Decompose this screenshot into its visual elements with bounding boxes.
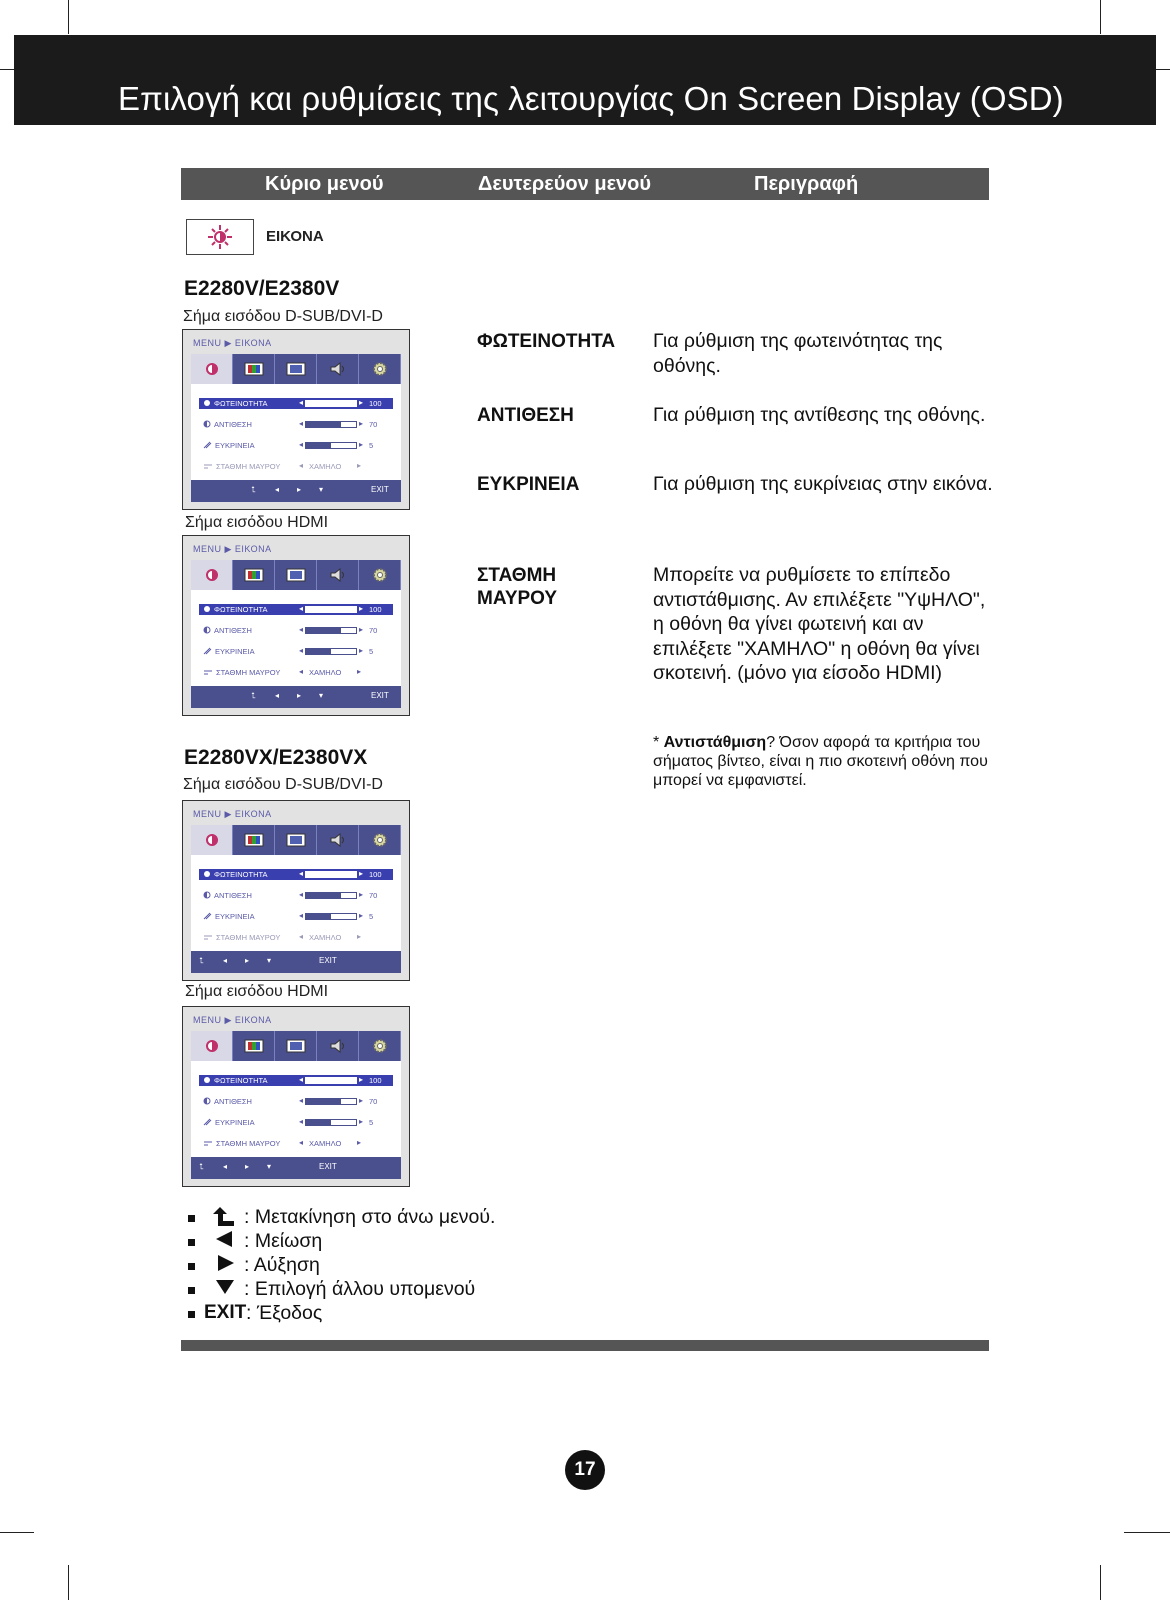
osd-row-value: 100 — [369, 870, 382, 879]
osd-tab-bar — [191, 354, 401, 384]
menu-label: ΕΙΚΟΝΑ — [266, 228, 324, 245]
osd-row-label — [203, 891, 252, 900]
osd-right-arrow: ▸ — [359, 1096, 364, 1105]
crop-mark — [68, 1565, 69, 1600]
display-icon — [286, 832, 306, 848]
osd-tab — [317, 1031, 359, 1061]
osd-row — [199, 667, 393, 678]
osd-row-text: ΑΝΤΙΘΕΣΗ — [214, 420, 252, 429]
signal-label: Σήμα εισόδου HDMI — [185, 983, 329, 1000]
bullet — [188, 1311, 195, 1318]
osd-left-arrow: ◂ — [299, 604, 304, 613]
sharpness-icon — [203, 912, 212, 920]
osd-right-icon: ▸ — [245, 956, 250, 965]
osd-up-icon: ⮤ — [251, 485, 256, 494]
color-icon — [244, 567, 264, 583]
osd-slider-fill — [306, 649, 331, 654]
osd-row — [199, 1096, 393, 1107]
osd-row — [199, 440, 393, 451]
osd-breadcrumb: MENU ▶ ΕΙΚΟΝΑ — [193, 1015, 272, 1025]
osd-exit: EXIT — [371, 691, 389, 700]
osd-slider — [305, 442, 357, 449]
osd-slider-fill — [306, 1099, 341, 1104]
osd-tab — [233, 825, 275, 855]
osd-row — [199, 1075, 393, 1086]
osd-left-arrow: ◂ — [299, 440, 304, 449]
osd-row-label — [203, 1076, 268, 1085]
osd-right-arrow: ▸ — [359, 869, 364, 878]
osd-row-label — [203, 933, 280, 942]
display-icon — [286, 1038, 306, 1054]
osd-up-icon: ⮤ — [199, 1162, 204, 1171]
osd-row-value: 5 — [369, 1118, 374, 1127]
osd-exit: EXIT — [319, 1162, 337, 1171]
osd-left-arrow: ◂ — [299, 625, 304, 634]
osd-row-text: ΕΥΚΡΙΝΕΙΑ — [215, 441, 255, 450]
osd-left-arrow: ◂ — [299, 1075, 304, 1084]
osd-right-arrow: ▸ — [359, 646, 364, 655]
right-triangle-icon — [208, 1252, 242, 1276]
contrast-icon — [203, 891, 211, 899]
osd-row-label — [203, 668, 280, 677]
osd-tab — [233, 1031, 275, 1061]
osd-row-text: ΑΝΤΙΘΕΣΗ — [214, 1097, 252, 1106]
settings-icon — [371, 831, 389, 849]
settings-icon — [371, 566, 389, 584]
osd-row-value: 70 — [369, 891, 378, 900]
osd-row-value: 70 — [369, 420, 378, 429]
term-brightness: ΦΩΤΕΙΝΟΤΗΤΑ — [477, 331, 616, 352]
osd-row-value: 100 — [369, 1076, 382, 1085]
osd-row — [199, 398, 393, 409]
osd-row-value: 5 — [369, 441, 374, 450]
signal-label: Σήμα εισόδου D-SUB/DVI-D — [183, 308, 383, 325]
osd-row-text: ΦΩΤΕΙΝΟΤΗΤΑ — [214, 1076, 268, 1085]
brightness-icon — [204, 361, 220, 377]
col-description: Περιγραφή — [754, 173, 859, 195]
osd-left-icon: ◂ — [223, 956, 228, 965]
osd-slider — [305, 606, 357, 613]
osd-row-label — [203, 626, 252, 635]
osd-right-arrow: ▸ — [359, 419, 364, 428]
term-sharpness: ΕΥΚΡΙΝΕΙΑ — [477, 474, 580, 495]
osd-tab — [275, 825, 317, 855]
osd-row-label — [203, 1097, 252, 1106]
settings-icon — [371, 360, 389, 378]
audio-icon — [329, 832, 347, 848]
black-level-icon — [203, 668, 213, 676]
osd-row-label — [203, 912, 255, 921]
signal-label: Σήμα εισόδου D-SUB/DVI-D — [183, 776, 383, 793]
osd-screenshot — [182, 1006, 410, 1187]
crop-mark — [1124, 1532, 1170, 1533]
osd-slider — [305, 421, 357, 428]
down-triangle-icon — [208, 1276, 242, 1300]
color-icon — [244, 1038, 264, 1054]
osd-screenshot — [182, 800, 410, 981]
black-level-icon — [203, 1139, 213, 1147]
osd-right-icon: ▸ — [297, 691, 302, 700]
desc-contrast: Για ρύθμιση της αντίθεσης της οθόνης. — [653, 404, 986, 426]
osd-row — [199, 890, 393, 901]
picture-menu-icon-box — [186, 219, 254, 255]
osd-row-label — [203, 441, 255, 450]
osd-right-arrow: ▸ — [359, 1075, 364, 1084]
bullet — [188, 1287, 195, 1294]
osd-row-label — [203, 870, 268, 879]
table-header — [181, 168, 989, 200]
bullet — [188, 1215, 195, 1222]
osd-tab — [359, 1031, 401, 1061]
osd-row — [199, 1138, 393, 1149]
osd-slider — [305, 1098, 357, 1105]
osd-slider — [305, 1077, 357, 1084]
black-level-icon — [203, 933, 213, 941]
osd-row-option: ΧΑΜΗΛΟ — [309, 462, 342, 471]
osd-row-label — [203, 462, 280, 471]
osd-left-arrow: ◂ — [299, 667, 304, 676]
page-number: 17 — [565, 1450, 605, 1490]
osd-tab — [359, 560, 401, 590]
osd-row-text: ΣΤΑΘΜΗ ΜΑΥΡΟΥ — [216, 933, 281, 942]
osd-tab — [191, 1031, 233, 1061]
desc-brightness: Για ρύθμιση της φωτεινότητας της οθόνης. — [653, 330, 943, 377]
legend-text: : Αύξηση — [244, 1254, 320, 1276]
osd-row-text: ΦΩΤΕΙΝΟΤΗΤΑ — [214, 605, 268, 614]
osd-right-arrow: ▸ — [359, 1117, 364, 1126]
osd-breadcrumb: MENU ▶ ΕΙΚΟΝΑ — [193, 338, 272, 348]
crop-mark — [1100, 0, 1101, 34]
desc-black-level: Μπορείτε να ρυθμίσετε το επίπεδο αντιστάθμισης. Αν επιλέξετε "ΥψΗΛΟ", η οθόνη θα γίνει φωτεινή και αν επιλέξετε "ΧΑΜΗΛΟ" η οθόνη θα γίνει σκοτεινή. (μόνο για είσοδο HDMI) — [653, 564, 986, 684]
osd-footer — [191, 1157, 401, 1179]
osd-slider-fill — [306, 1120, 331, 1125]
osd-slider — [305, 1119, 357, 1126]
osd-screenshot — [182, 535, 410, 716]
osd-right-arrow: ▸ — [357, 667, 362, 676]
col-sub-menu: Δευτερεύον μενού — [478, 173, 652, 195]
osd-footer — [191, 686, 401, 708]
osd-left-icon: ◂ — [223, 1162, 228, 1171]
osd-right-arrow: ▸ — [359, 398, 364, 407]
term-black-level: ΣΤΑΘΜΗ ΜΑΥΡΟΥ — [477, 565, 558, 609]
footnote-prefix: * — [653, 734, 664, 751]
osd-row-label — [203, 1118, 255, 1127]
contrast-icon — [203, 1097, 211, 1105]
footnote-text: ? Όσον αφορά τα κριτήρια του σήματος βίντεο, είναι η πιο σκοτεινή οθόνη που μπορεί να εμφανιστεί. — [653, 734, 988, 789]
osd-slider-fill — [306, 1078, 356, 1083]
crop-mark — [68, 0, 69, 34]
osd-tab — [275, 560, 317, 590]
osd-slider-fill — [306, 422, 341, 427]
color-icon — [244, 361, 264, 377]
brightness-icon — [203, 399, 211, 407]
desc-sharpness: Για ρύθμιση της ευκρίνειας στην εικόνα. — [653, 473, 993, 495]
brightness-icon — [186, 219, 254, 255]
osd-row-value: 70 — [369, 626, 378, 635]
term-contrast: ΑΝΤΙΘΕΣΗ — [477, 405, 574, 426]
osd-down-icon: ▾ — [319, 691, 324, 700]
osd-body — [191, 1061, 401, 1157]
osd-up-icon: ⮤ — [199, 956, 204, 965]
model-name: E2280VX/E2380VX — [184, 746, 368, 769]
legend-text: : Μείωση — [244, 1230, 323, 1252]
left-triangle-icon — [208, 1228, 242, 1252]
osd-slider-fill — [306, 893, 341, 898]
osd-row-label — [203, 647, 255, 656]
osd-row-label — [203, 420, 252, 429]
osd-slider-fill — [306, 443, 331, 448]
osd-right-arrow: ▸ — [357, 1138, 362, 1147]
osd-exit: EXIT — [319, 956, 337, 965]
brightness-icon — [204, 1038, 220, 1054]
osd-row-value: 5 — [369, 912, 374, 921]
osd-row-text: ΕΥΚΡΙΝΕΙΑ — [215, 1118, 255, 1127]
audio-icon — [329, 361, 347, 377]
osd-left-arrow: ◂ — [299, 419, 304, 428]
color-icon — [244, 832, 264, 848]
crop-mark — [1156, 69, 1170, 70]
osd-left-icon: ◂ — [275, 691, 280, 700]
brightness-icon — [203, 605, 211, 613]
osd-right-arrow: ▸ — [359, 440, 364, 449]
osd-left-arrow: ◂ — [299, 1096, 304, 1105]
osd-tab — [191, 825, 233, 855]
osd-right-arrow: ▸ — [359, 604, 364, 613]
osd-up-icon: ⮤ — [251, 691, 256, 700]
crop-mark — [0, 69, 14, 70]
crop-mark — [1100, 1565, 1101, 1600]
osd-tab-bar — [191, 825, 401, 855]
display-icon — [286, 567, 306, 583]
page-title: Επιλογή και ρυθμίσεις της λειτουργίας On Screen Display (OSD) — [118, 80, 1064, 117]
contrast-icon — [203, 626, 211, 634]
legend-text: : Επιλογή άλλου υπομενού — [244, 1278, 476, 1300]
osd-row-text: ΣΤΑΘΜΗ ΜΑΥΡΟΥ — [216, 1139, 281, 1148]
osd-row-option: ΧΑΜΗΛΟ — [309, 933, 342, 942]
osd-row — [199, 869, 393, 880]
osd-slider-fill — [306, 628, 341, 633]
footnote — [653, 733, 998, 790]
osd-left-arrow: ◂ — [299, 890, 304, 899]
osd-slider — [305, 400, 357, 407]
osd-breadcrumb: MENU ▶ ΕΙΚΟΝΑ — [193, 809, 272, 819]
osd-down-icon: ▾ — [319, 485, 324, 494]
audio-icon — [329, 1038, 347, 1054]
audio-icon — [329, 567, 347, 583]
osd-row-text: ΣΤΑΘΜΗ ΜΑΥΡΟΥ — [216, 462, 281, 471]
sharpness-icon — [203, 647, 212, 655]
osd-down-icon: ▾ — [267, 956, 272, 965]
osd-tab — [233, 354, 275, 384]
black-level-icon — [203, 462, 213, 470]
osd-right-arrow: ▸ — [359, 625, 364, 634]
osd-tab — [275, 1031, 317, 1061]
osd-left-icon: ◂ — [275, 485, 280, 494]
osd-right-arrow: ▸ — [357, 461, 362, 470]
osd-body — [191, 590, 401, 686]
osd-row — [199, 646, 393, 657]
osd-screenshot — [182, 329, 410, 510]
osd-tab — [317, 354, 359, 384]
legend-text: : Έξοδος — [246, 1302, 323, 1324]
osd-row-value: 100 — [369, 399, 382, 408]
osd-left-arrow: ◂ — [299, 869, 304, 878]
osd-row — [199, 604, 393, 615]
osd-breadcrumb: MENU ▶ ΕΙΚΟΝΑ — [193, 544, 272, 554]
osd-row — [199, 911, 393, 922]
osd-row-value: 5 — [369, 647, 374, 656]
footer-bar — [181, 1340, 989, 1351]
osd-tab-bar — [191, 1031, 401, 1061]
display-icon — [286, 361, 306, 377]
osd-slider — [305, 871, 357, 878]
osd-row-value: 70 — [369, 1097, 378, 1106]
osd-row-text: ΕΥΚΡΙΝΕΙΑ — [215, 912, 255, 921]
osd-tab — [317, 825, 359, 855]
osd-right-icon: ▸ — [245, 1162, 250, 1171]
osd-row — [199, 1117, 393, 1128]
up-arrow-icon — [208, 1204, 242, 1228]
settings-icon — [371, 1037, 389, 1055]
osd-tab — [317, 560, 359, 590]
osd-left-arrow: ◂ — [299, 911, 304, 920]
brightness-icon — [203, 1076, 211, 1084]
osd-row-text: ΦΩΤΕΙΝΟΤΗΤΑ — [214, 399, 268, 408]
bullet — [188, 1263, 195, 1270]
osd-row-text: ΕΥΚΡΙΝΕΙΑ — [215, 647, 255, 656]
osd-tab-bar — [191, 560, 401, 590]
osd-left-arrow: ◂ — [299, 646, 304, 655]
osd-tab — [359, 354, 401, 384]
exit-label: EXIT — [204, 1302, 247, 1323]
osd-tab — [191, 560, 233, 590]
signal-label: Σήμα εισόδου HDMI — [185, 514, 329, 531]
brightness-icon — [204, 832, 220, 848]
osd-row — [199, 419, 393, 430]
osd-row-text: ΑΝΤΙΘΕΣΗ — [214, 626, 252, 635]
brightness-icon — [203, 870, 211, 878]
col-main-menu: Κύριο μενού — [265, 173, 384, 195]
osd-left-arrow: ◂ — [299, 398, 304, 407]
osd-tab — [275, 354, 317, 384]
osd-row-label — [203, 1139, 280, 1148]
osd-right-icon: ▸ — [297, 485, 302, 494]
osd-row-value: 100 — [369, 605, 382, 614]
osd-left-arrow: ◂ — [299, 932, 304, 941]
osd-tab — [359, 825, 401, 855]
osd-footer — [191, 951, 401, 973]
sharpness-icon — [203, 1118, 212, 1126]
osd-down-icon: ▾ — [267, 1162, 272, 1171]
osd-row-label — [203, 605, 268, 614]
osd-row-option: ΧΑΜΗΛΟ — [309, 1139, 342, 1148]
brightness-icon — [204, 567, 220, 583]
osd-slider-fill — [306, 401, 356, 406]
osd-body — [191, 855, 401, 951]
sharpness-icon — [203, 441, 212, 449]
osd-slider — [305, 648, 357, 655]
osd-left-arrow: ◂ — [299, 1117, 304, 1126]
osd-slider-fill — [306, 607, 356, 612]
osd-exit: EXIT — [371, 485, 389, 494]
osd-row-option: ΧΑΜΗΛΟ — [309, 668, 342, 677]
osd-slider — [305, 627, 357, 634]
crop-mark — [0, 1532, 34, 1533]
osd-slider — [305, 892, 357, 899]
osd-left-arrow: ◂ — [299, 461, 304, 470]
osd-footer — [191, 480, 401, 502]
contrast-icon — [203, 420, 211, 428]
osd-right-arrow: ▸ — [359, 890, 364, 899]
osd-row — [199, 461, 393, 472]
osd-right-arrow: ▸ — [357, 932, 362, 941]
legend-text: : Μετακίνηση στο άνω μενού. — [244, 1206, 496, 1228]
osd-slider — [305, 913, 357, 920]
osd-body — [191, 384, 401, 480]
osd-left-arrow: ◂ — [299, 1138, 304, 1147]
osd-right-arrow: ▸ — [359, 911, 364, 920]
osd-row — [199, 932, 393, 943]
osd-row-text: ΣΤΑΘΜΗ ΜΑΥΡΟΥ — [216, 668, 281, 677]
osd-row — [199, 625, 393, 636]
model-name: E2280V/E2380V — [184, 277, 340, 300]
osd-tab — [233, 560, 275, 590]
osd-row-label — [203, 399, 268, 408]
footnote-term: Αντιστάθμιση — [663, 734, 767, 751]
osd-row-text: ΦΩΤΕΙΝΟΤΗΤΑ — [214, 870, 268, 879]
osd-slider-fill — [306, 872, 356, 877]
bullet — [188, 1239, 195, 1246]
osd-slider-fill — [306, 914, 331, 919]
osd-tab — [191, 354, 233, 384]
osd-row-text: ΑΝΤΙΘΕΣΗ — [214, 891, 252, 900]
